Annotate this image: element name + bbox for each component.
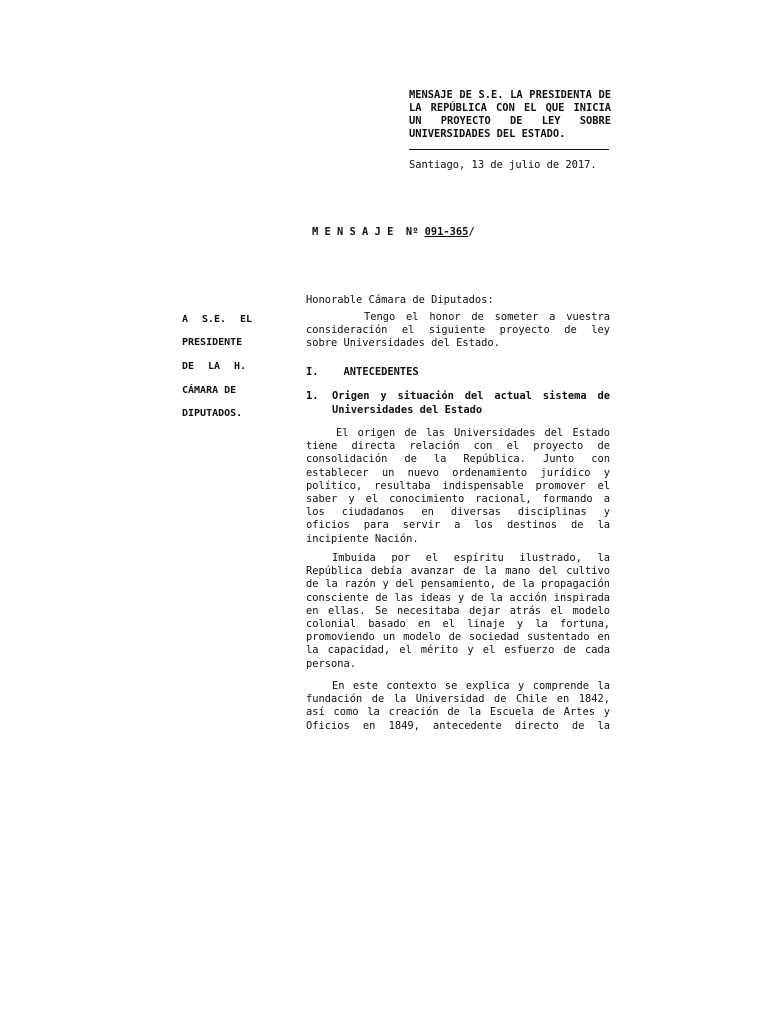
paragraph-line: en ellas. Se necesitaba dejar atrás el modelo xyxy=(306,604,610,617)
document-date: Santiago, 13 de julio de 2017. xyxy=(409,159,597,171)
message-number xyxy=(312,226,475,238)
intro-paragraph xyxy=(306,311,610,351)
paragraph-line: incipiente Nación. xyxy=(306,532,419,545)
paragraph-line: así como la creación de la Escuela de Artes y xyxy=(306,706,610,719)
paragraph-line: establecer un nuevo ordenamiento jurídico y xyxy=(306,466,610,479)
paragraph-line: Imbuida por el espíritu ilustrado, la xyxy=(332,552,610,564)
paragraph-line: República debía avanzar de la mano del cultivo xyxy=(306,565,610,578)
section-numeral: I. xyxy=(306,366,319,378)
message-title-line: UNIVERSIDADES DEL ESTADO. xyxy=(409,128,566,140)
addressee-line: CÁMARA DE xyxy=(182,385,237,396)
paragraph-line: fundación de la Universidad de Chile en 1842, xyxy=(306,693,610,706)
body-paragraph xyxy=(306,427,610,546)
addressee-line: DE LA H. xyxy=(182,361,246,372)
paragraph-line: Tengo el honor de someter a vuestra xyxy=(364,311,610,323)
paragraph-line: consideración el siguiente proyecto de ley xyxy=(306,324,610,337)
paragraph-line: sobre Universidades del Estado. xyxy=(306,337,500,350)
subsection-title xyxy=(332,390,610,417)
paragraph-line: tiene directa relación con el proyecto de xyxy=(306,440,610,453)
salutation: Honorable Cámara de Diputados: xyxy=(306,294,494,306)
section-heading xyxy=(306,366,419,378)
paragraph-line: de la razón y del pensamiento, de la propagación xyxy=(306,578,610,591)
message-title-line: LA REPÚBLICA CON EL QUE INICIA xyxy=(409,102,611,114)
addressee-line: PRESIDENTE xyxy=(182,337,243,348)
paragraph-line: los ciudadanos en diversas disciplinas y xyxy=(306,506,610,519)
message-number-suffix: / xyxy=(468,226,475,238)
paragraph-line: En este contexto se explica y comprende la xyxy=(332,680,610,692)
paragraph-line: oficios para servir a los destinos de la xyxy=(306,519,610,532)
body-paragraph xyxy=(306,552,610,671)
subsection-number: 1. xyxy=(306,390,319,402)
paragraph-line: colonial basado en el linaje y la fortuna, xyxy=(306,618,610,631)
paragraph-line: político, resultaba indispensable promover el xyxy=(306,479,610,492)
message-number-value: 091-365 xyxy=(424,226,469,238)
paragraph-line: persona. xyxy=(306,657,357,670)
subsection-title-line: Origen y situación del actual sistema de xyxy=(332,390,610,402)
paragraph-line: consolidación de la República. Junto con xyxy=(306,453,610,466)
title-divider xyxy=(409,149,609,150)
paragraph-line: El origen de las Universidades del Estado xyxy=(336,427,610,439)
addressee-line: A S.E. EL xyxy=(182,314,252,325)
message-title-line: UN PROYECTO DE LEY SOBRE xyxy=(409,115,611,127)
subsection-title-line: Universidades del Estado xyxy=(332,403,483,416)
paragraph-line: saber y el conocimiento racional, formando a xyxy=(306,493,610,506)
paragraph-line: la capacidad, el mérito y el esfuerzo de cada xyxy=(306,644,610,657)
addressee-line: DIPUTADOS. xyxy=(182,408,243,419)
message-title xyxy=(409,89,611,141)
paragraph-line: consciente de las ideas y de la acción inspirada xyxy=(306,591,610,604)
paragraph-line: promoviendo un modelo de sociedad sustentado en xyxy=(306,631,610,644)
message-number-label: M E N S A J E Nº xyxy=(312,226,419,238)
message-title-line: MENSAJE DE S.E. LA PRESIDENTA DE xyxy=(409,89,611,101)
subsection-heading xyxy=(306,390,610,417)
body-paragraph xyxy=(306,680,610,733)
section-title: ANTECEDENTES xyxy=(343,366,419,378)
paragraph-line: Oficios en 1849, antecedente directo de la xyxy=(306,719,610,732)
